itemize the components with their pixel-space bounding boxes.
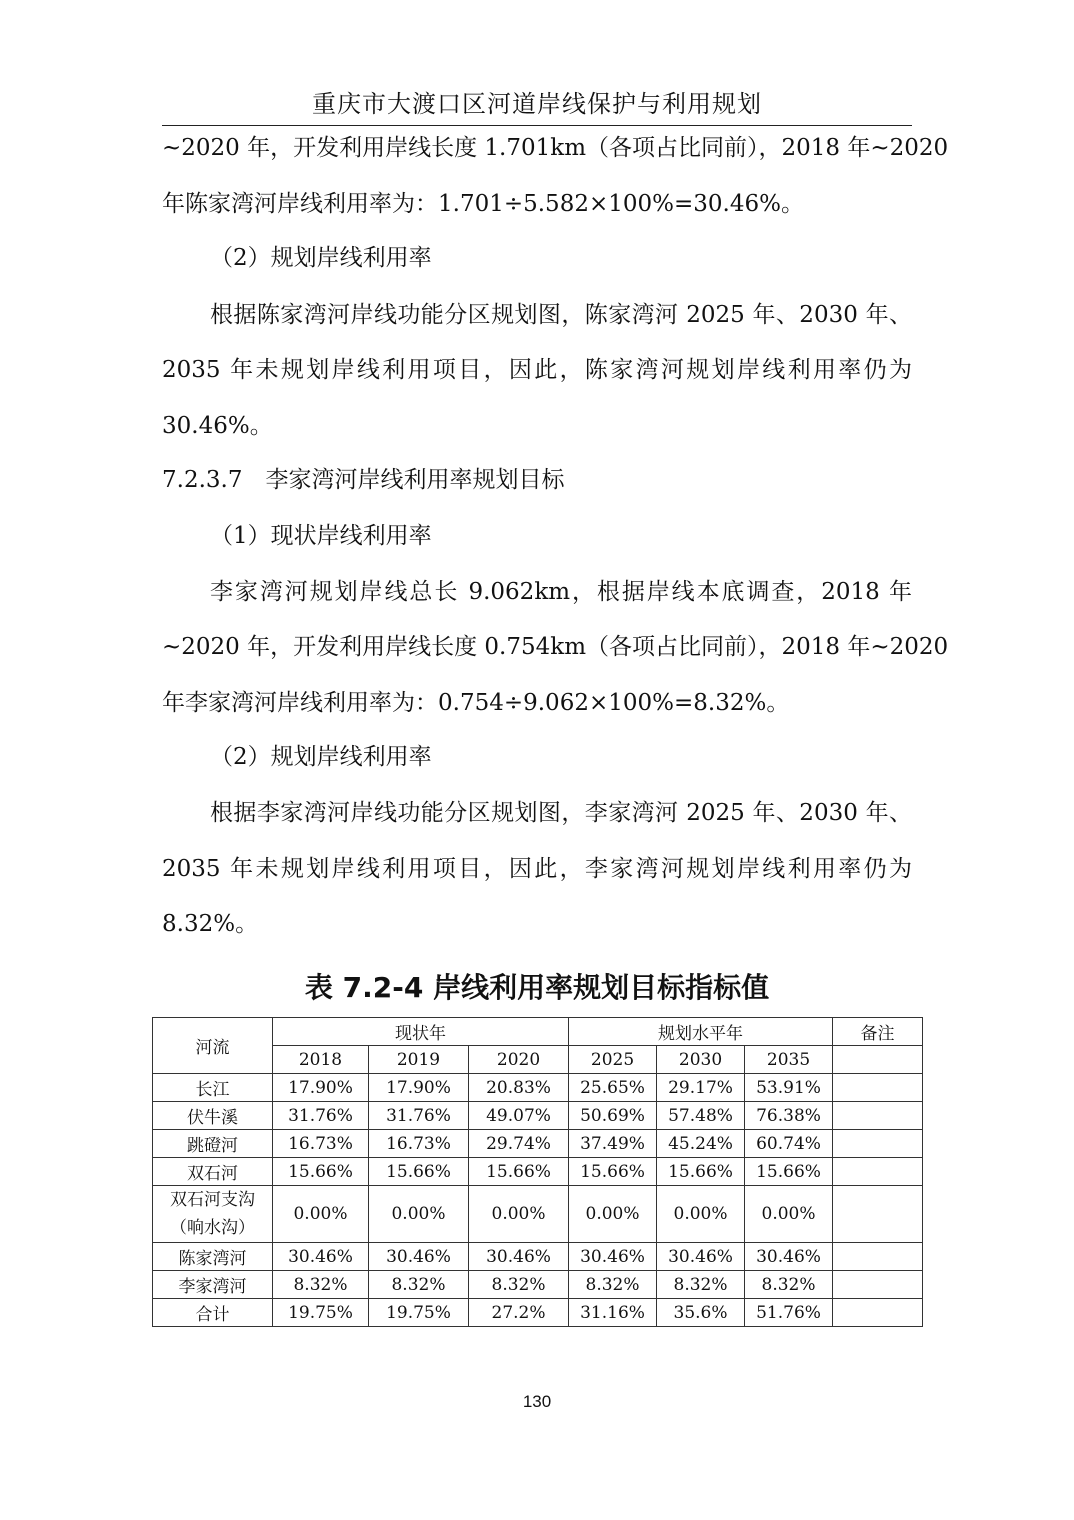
table-row	[153, 1074, 923, 1102]
paragraph-line: 年陈家湾河岸线利用率为：1.701÷5.582×100%=30.46%。	[162, 191, 804, 217]
value-cell: 45.24%	[657, 1130, 745, 1158]
table-row	[153, 1102, 923, 1130]
paragraph-line: 30.46%。	[162, 413, 273, 439]
year-cell: 2030	[657, 1046, 745, 1074]
value-cell: 19.75%	[273, 1299, 369, 1327]
year-cell: 2020	[469, 1046, 569, 1074]
value-cell: 60.74%	[745, 1130, 833, 1158]
note-cell	[833, 1074, 923, 1102]
note-cell	[833, 1271, 923, 1299]
header-plan-year: 规划水平年	[569, 1018, 833, 1046]
value-cell: 35.6%	[657, 1299, 745, 1327]
paragraph-line: 2035 年未规划岸线利用项目，因此，李家湾河规划岸线利用率仍为	[162, 856, 912, 882]
note-cell	[833, 1186, 923, 1243]
river-name-line: 双石河支沟	[170, 1190, 255, 1210]
table-row	[153, 1271, 923, 1299]
value-cell: 0.00%	[469, 1186, 569, 1243]
table-row	[153, 1158, 923, 1186]
value-cell: 30.46%	[469, 1243, 569, 1271]
river-name: 伏牛溪	[153, 1102, 273, 1130]
header-note: 备注	[833, 1018, 923, 1046]
note-cell	[833, 1158, 923, 1186]
paragraph-line: 李家湾河规划岸线总长 9.062km，根据岸线本底调查，2018 年	[210, 579, 912, 605]
year-cell: 2018	[273, 1046, 369, 1074]
value-cell: 17.90%	[369, 1074, 469, 1102]
value-cell: 8.32%	[273, 1271, 369, 1299]
value-cell: 15.66%	[369, 1158, 469, 1186]
value-cell: 53.91%	[745, 1074, 833, 1102]
value-cell: 0.00%	[745, 1186, 833, 1243]
subheading: （1）现状岸线利用率	[210, 523, 432, 549]
year-cell: 2025	[569, 1046, 657, 1074]
note-cell	[833, 1299, 923, 1327]
value-cell: 57.48%	[657, 1102, 745, 1130]
value-cell: 8.32%	[657, 1271, 745, 1299]
value-cell: 30.46%	[369, 1243, 469, 1271]
header-rule	[162, 125, 912, 126]
note-cell	[833, 1102, 923, 1130]
value-cell: 16.73%	[369, 1130, 469, 1158]
river-name: 李家湾河	[153, 1271, 273, 1299]
value-cell: 30.46%	[657, 1243, 745, 1271]
table-row	[153, 1130, 923, 1158]
value-cell: 51.76%	[745, 1299, 833, 1327]
value-cell: 0.00%	[273, 1186, 369, 1243]
table-row	[153, 1243, 923, 1271]
utilization-table	[152, 1017, 923, 1327]
value-cell: 31.76%	[369, 1102, 469, 1130]
value-cell: 30.46%	[273, 1243, 369, 1271]
value-cell: 0.00%	[657, 1186, 745, 1243]
paragraph-line: 2035 年未规划岸线利用项目，因此，陈家湾河规划岸线利用率仍为	[162, 357, 912, 383]
value-cell: 49.07%	[469, 1102, 569, 1130]
subheading: （2）规划岸线利用率	[210, 744, 432, 770]
value-cell: 19.75%	[369, 1299, 469, 1327]
value-cell: 31.16%	[569, 1299, 657, 1327]
value-cell: 8.32%	[369, 1271, 469, 1299]
paragraph-line: 根据陈家湾河岸线功能分区规划图，陈家湾河 2025 年、2030 年、	[210, 302, 912, 328]
value-cell: 15.66%	[745, 1158, 833, 1186]
paragraph-line: ~2020 年，开发利用岸线长度 0.754km（各项占比同前），2018 年~2020	[162, 634, 949, 660]
value-cell: 29.74%	[469, 1130, 569, 1158]
table-caption: 表 7.2-4 岸线利用率规划目标指标值	[304, 971, 770, 1004]
value-cell: 8.32%	[569, 1271, 657, 1299]
value-cell: 0.00%	[569, 1186, 657, 1243]
paragraph-line: 根据李家湾河岸线功能分区规划图，李家湾河 2025 年、2030 年、	[210, 800, 912, 826]
paragraph-line: 年李家湾河岸线利用率为：0.754÷9.062×100%=8.32%。	[162, 690, 790, 716]
year-cell: 2019	[369, 1046, 469, 1074]
value-cell: 0.00%	[369, 1186, 469, 1243]
river-name: 长江	[153, 1074, 273, 1102]
value-cell: 16.73%	[273, 1130, 369, 1158]
header-current-year: 现状年	[273, 1018, 569, 1046]
river-name: 跳磴河	[153, 1130, 273, 1158]
value-cell: 30.46%	[569, 1243, 657, 1271]
page-number: 130	[522, 1392, 552, 1411]
value-cell: 25.65%	[569, 1074, 657, 1102]
river-name-line: （响水沟）	[170, 1218, 255, 1238]
note-cell	[833, 1130, 923, 1158]
table-row	[153, 1186, 923, 1243]
value-cell: 15.66%	[569, 1158, 657, 1186]
river-name: 双石河	[153, 1158, 273, 1186]
section-heading: 7.2.3.7 李家湾河岸线利用率规划目标	[162, 467, 565, 493]
paragraph-line: 8.32%。	[162, 911, 259, 937]
running-header: 重庆市大渡口区河道岸线保护与利用规划	[312, 90, 762, 118]
value-cell: 20.83%	[469, 1074, 569, 1102]
river-name: 合计	[153, 1299, 273, 1327]
river-name	[153, 1186, 273, 1243]
value-cell: 31.76%	[273, 1102, 369, 1130]
value-cell: 76.38%	[745, 1102, 833, 1130]
table-header-row	[153, 1018, 923, 1046]
note-cell	[833, 1243, 923, 1271]
value-cell: 15.66%	[273, 1158, 369, 1186]
value-cell: 15.66%	[657, 1158, 745, 1186]
year-cell: 2035	[745, 1046, 833, 1074]
value-cell: 27.2%	[469, 1299, 569, 1327]
value-cell: 17.90%	[273, 1074, 369, 1102]
value-cell: 50.69%	[569, 1102, 657, 1130]
subheading: （2）规划岸线利用率	[210, 245, 432, 271]
value-cell: 8.32%	[745, 1271, 833, 1299]
value-cell: 37.49%	[569, 1130, 657, 1158]
value-cell: 15.66%	[469, 1158, 569, 1186]
value-cell: 8.32%	[469, 1271, 569, 1299]
table-row	[153, 1299, 923, 1327]
paragraph-line: ~2020 年，开发利用岸线长度 1.701km（各项占比同前），2018 年~2020	[162, 135, 949, 161]
river-name: 陈家湾河	[153, 1243, 273, 1271]
value-cell: 30.46%	[745, 1243, 833, 1271]
note-cell	[833, 1046, 923, 1074]
header-river: 河流	[153, 1018, 273, 1074]
value-cell: 29.17%	[657, 1074, 745, 1102]
